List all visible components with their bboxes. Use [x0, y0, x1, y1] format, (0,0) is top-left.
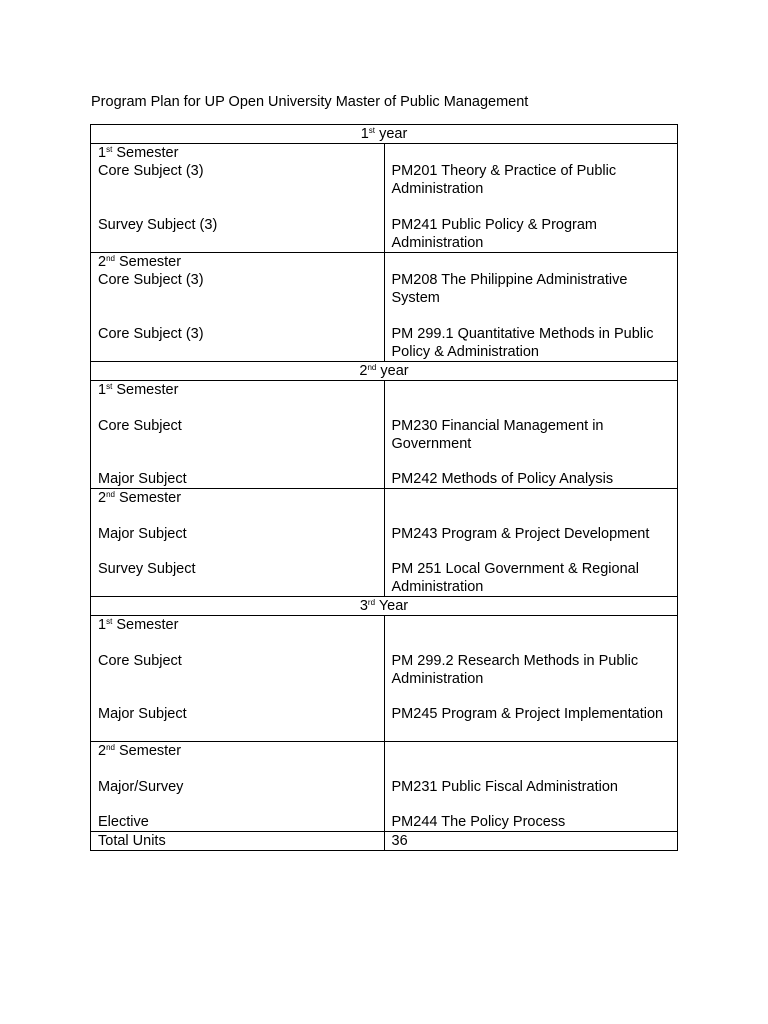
- course-title: PM 299.2 Research Methods in Public Administration: [391, 653, 639, 687]
- semester-row: [91, 253, 678, 362]
- subject-type-cell: [91, 742, 385, 832]
- course-cell: [384, 253, 678, 362]
- subject-type: Major Subject: [98, 526, 187, 542]
- semester-row: [91, 381, 678, 489]
- subject-type: Survey Subject (3): [98, 217, 218, 233]
- course-title: PM201 Theory & Practice of Public Administration: [391, 163, 617, 197]
- year-header: 3rd Year: [91, 597, 678, 616]
- course-cell: [384, 489, 678, 597]
- semester-row: [91, 144, 678, 253]
- course-title: PM 299.1 Quantitative Methods in Public Policy & Administration: [391, 326, 654, 360]
- semester-row: [91, 742, 678, 832]
- semester-label: 2nd Semester: [98, 490, 182, 506]
- subject-type: Core Subject (3): [98, 326, 204, 342]
- subject-type-cell: [91, 489, 385, 597]
- total-label: Total Units: [91, 832, 385, 851]
- semester-label: 1st Semester: [98, 145, 179, 161]
- subject-type: Core Subject: [98, 418, 182, 434]
- course-cell: [384, 616, 678, 742]
- total-value: 36: [384, 832, 678, 851]
- subject-type: Core Subject (3): [98, 272, 204, 288]
- course-title: PM243 Program & Project Development: [391, 526, 650, 542]
- course-title: PM245 Program & Project Implementation: [391, 706, 664, 722]
- subject-type: Elective: [98, 814, 149, 830]
- semester-label: 1st Semester: [98, 617, 179, 633]
- course-cell: [384, 742, 678, 832]
- course-title: PM 251 Local Government & Regional Administration: [391, 561, 639, 595]
- subject-type: Core Subject: [98, 653, 182, 669]
- year-header-row: [91, 125, 678, 144]
- course-title: PM244 The Policy Process: [391, 814, 566, 830]
- semester-label: 2nd Semester: [98, 254, 182, 270]
- subject-type: Major Subject: [98, 471, 187, 487]
- course-title: PM231 Public Fiscal Administration: [391, 779, 618, 795]
- subject-type-cell: [91, 381, 385, 489]
- year-header-row: [91, 362, 678, 381]
- subject-type: Major Subject: [98, 706, 187, 722]
- semester-row: [91, 616, 678, 742]
- course-title: PM242 Methods of Policy Analysis: [391, 471, 614, 487]
- course-title: PM230 Financial Management in Government: [391, 418, 604, 452]
- course-cell: [384, 144, 678, 253]
- course-cell: [384, 381, 678, 489]
- year-header: 2nd year: [91, 362, 678, 381]
- semester-label: 2nd Semester: [98, 743, 182, 759]
- subject-type-cell: [91, 616, 385, 742]
- semester-row: [91, 489, 678, 597]
- subject-type: Survey Subject: [98, 561, 196, 577]
- subject-type: Core Subject (3): [98, 163, 204, 179]
- year-header: 1st year: [91, 125, 678, 144]
- total-row: [91, 832, 678, 851]
- subject-type: Major/Survey: [98, 779, 184, 795]
- year-header-row: [91, 597, 678, 616]
- course-title: PM241 Public Policy & Program Administration: [391, 217, 597, 251]
- subject-type-cell: [91, 253, 385, 362]
- course-title: PM208 The Philippine Administrative System: [391, 272, 628, 306]
- subject-type-cell: [91, 144, 385, 253]
- semester-label: 1st Semester: [98, 382, 179, 398]
- program-plan-table: [90, 124, 678, 851]
- document-title: Program Plan for UP Open University Master of Public Management: [91, 94, 529, 110]
